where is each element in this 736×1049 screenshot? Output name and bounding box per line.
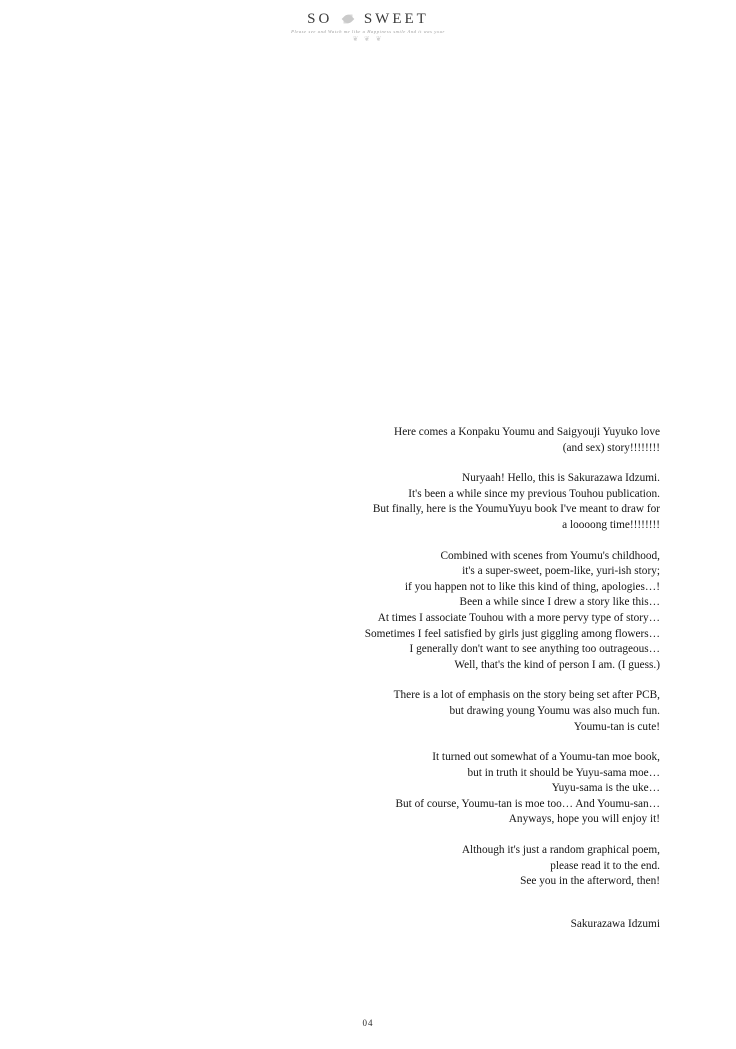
flourish-decoration-icon: ❦ ❦ ❦ [352, 35, 384, 43]
afterword-text-column [300, 425, 660, 932]
signature-line: Sakurazawa Idzumi [570, 917, 660, 930]
title-word-left: SO [307, 11, 333, 27]
title-subtitle: Please see and Watch me like a Happiness smile And it was your [291, 29, 445, 34]
text-line: if you happen not to like this kind of thing, apologies…! [404, 580, 660, 593]
text-line: See you in the afterword, then! [520, 875, 660, 888]
text-line: I generally don't want to see anything too outrageous… [409, 643, 660, 656]
text-line: Sometimes I feel satisfied by girls just giggling among flowers… [364, 627, 660, 640]
text-line: Anyways, hope you will enjoy it! [508, 813, 660, 826]
author-signature [300, 917, 660, 933]
text-line: Yuyu-sama is the uke… [551, 782, 660, 795]
title-word-right: SWEET [363, 11, 429, 27]
paragraph-greeting [300, 471, 660, 533]
text-line: it's a super-sweet, poem-like, yuri-ish story; [462, 565, 660, 578]
paragraph-intro [300, 425, 660, 456]
paragraph-setting [300, 688, 660, 735]
text-line: Been a while since I drew a story like this… [459, 596, 660, 609]
flower-ornament-icon [341, 12, 355, 26]
text-line: but in truth it should be Yuyu-sama moe… [467, 766, 660, 779]
text-line: (and sex) story!!!!!!!! [562, 441, 660, 454]
doujin-title [307, 11, 429, 28]
text-line: But finally, here is the YoumuYuyu book I've meant to draw for [372, 503, 660, 516]
paragraph-moe [300, 750, 660, 828]
text-line: Although it's just a random graphical poem, [461, 844, 660, 857]
text-line: but drawing young Youmu was also much fun. [449, 704, 660, 717]
text-line: Here comes a Konpaku Youmu and Saigyouji Yuyuko love [394, 426, 660, 438]
text-line: Combined with scenes from Youmu's childhood, [440, 549, 660, 562]
text-line: It turned out somewhat of a Youmu-tan moe book, [432, 751, 660, 764]
text-line: a loooong time!!!!!!!! [562, 518, 660, 531]
text-line: There is a lot of emphasis on the story being set after PCB, [393, 689, 660, 702]
paragraph-closing [300, 843, 660, 890]
text-line: It's been a while since my previous Touhou publication. [408, 487, 660, 500]
page-number: 04 [362, 1018, 374, 1028]
title-logo-block [0, 10, 736, 43]
paragraph-description [300, 549, 660, 674]
text-line: please read it to the end. [550, 859, 660, 872]
text-line: Well, that's the kind of person I am. (I guess.) [454, 658, 660, 671]
text-line: Nuryaah! Hello, this is Sakurazawa Idzumi. [462, 472, 660, 485]
text-line: But of course, Youmu-tan is moe too… And Youmu-san… [395, 797, 660, 810]
text-line: At times I associate Touhou with a more pervy type of story… [377, 611, 660, 624]
text-line: Youmu-tan is cute! [573, 720, 660, 733]
